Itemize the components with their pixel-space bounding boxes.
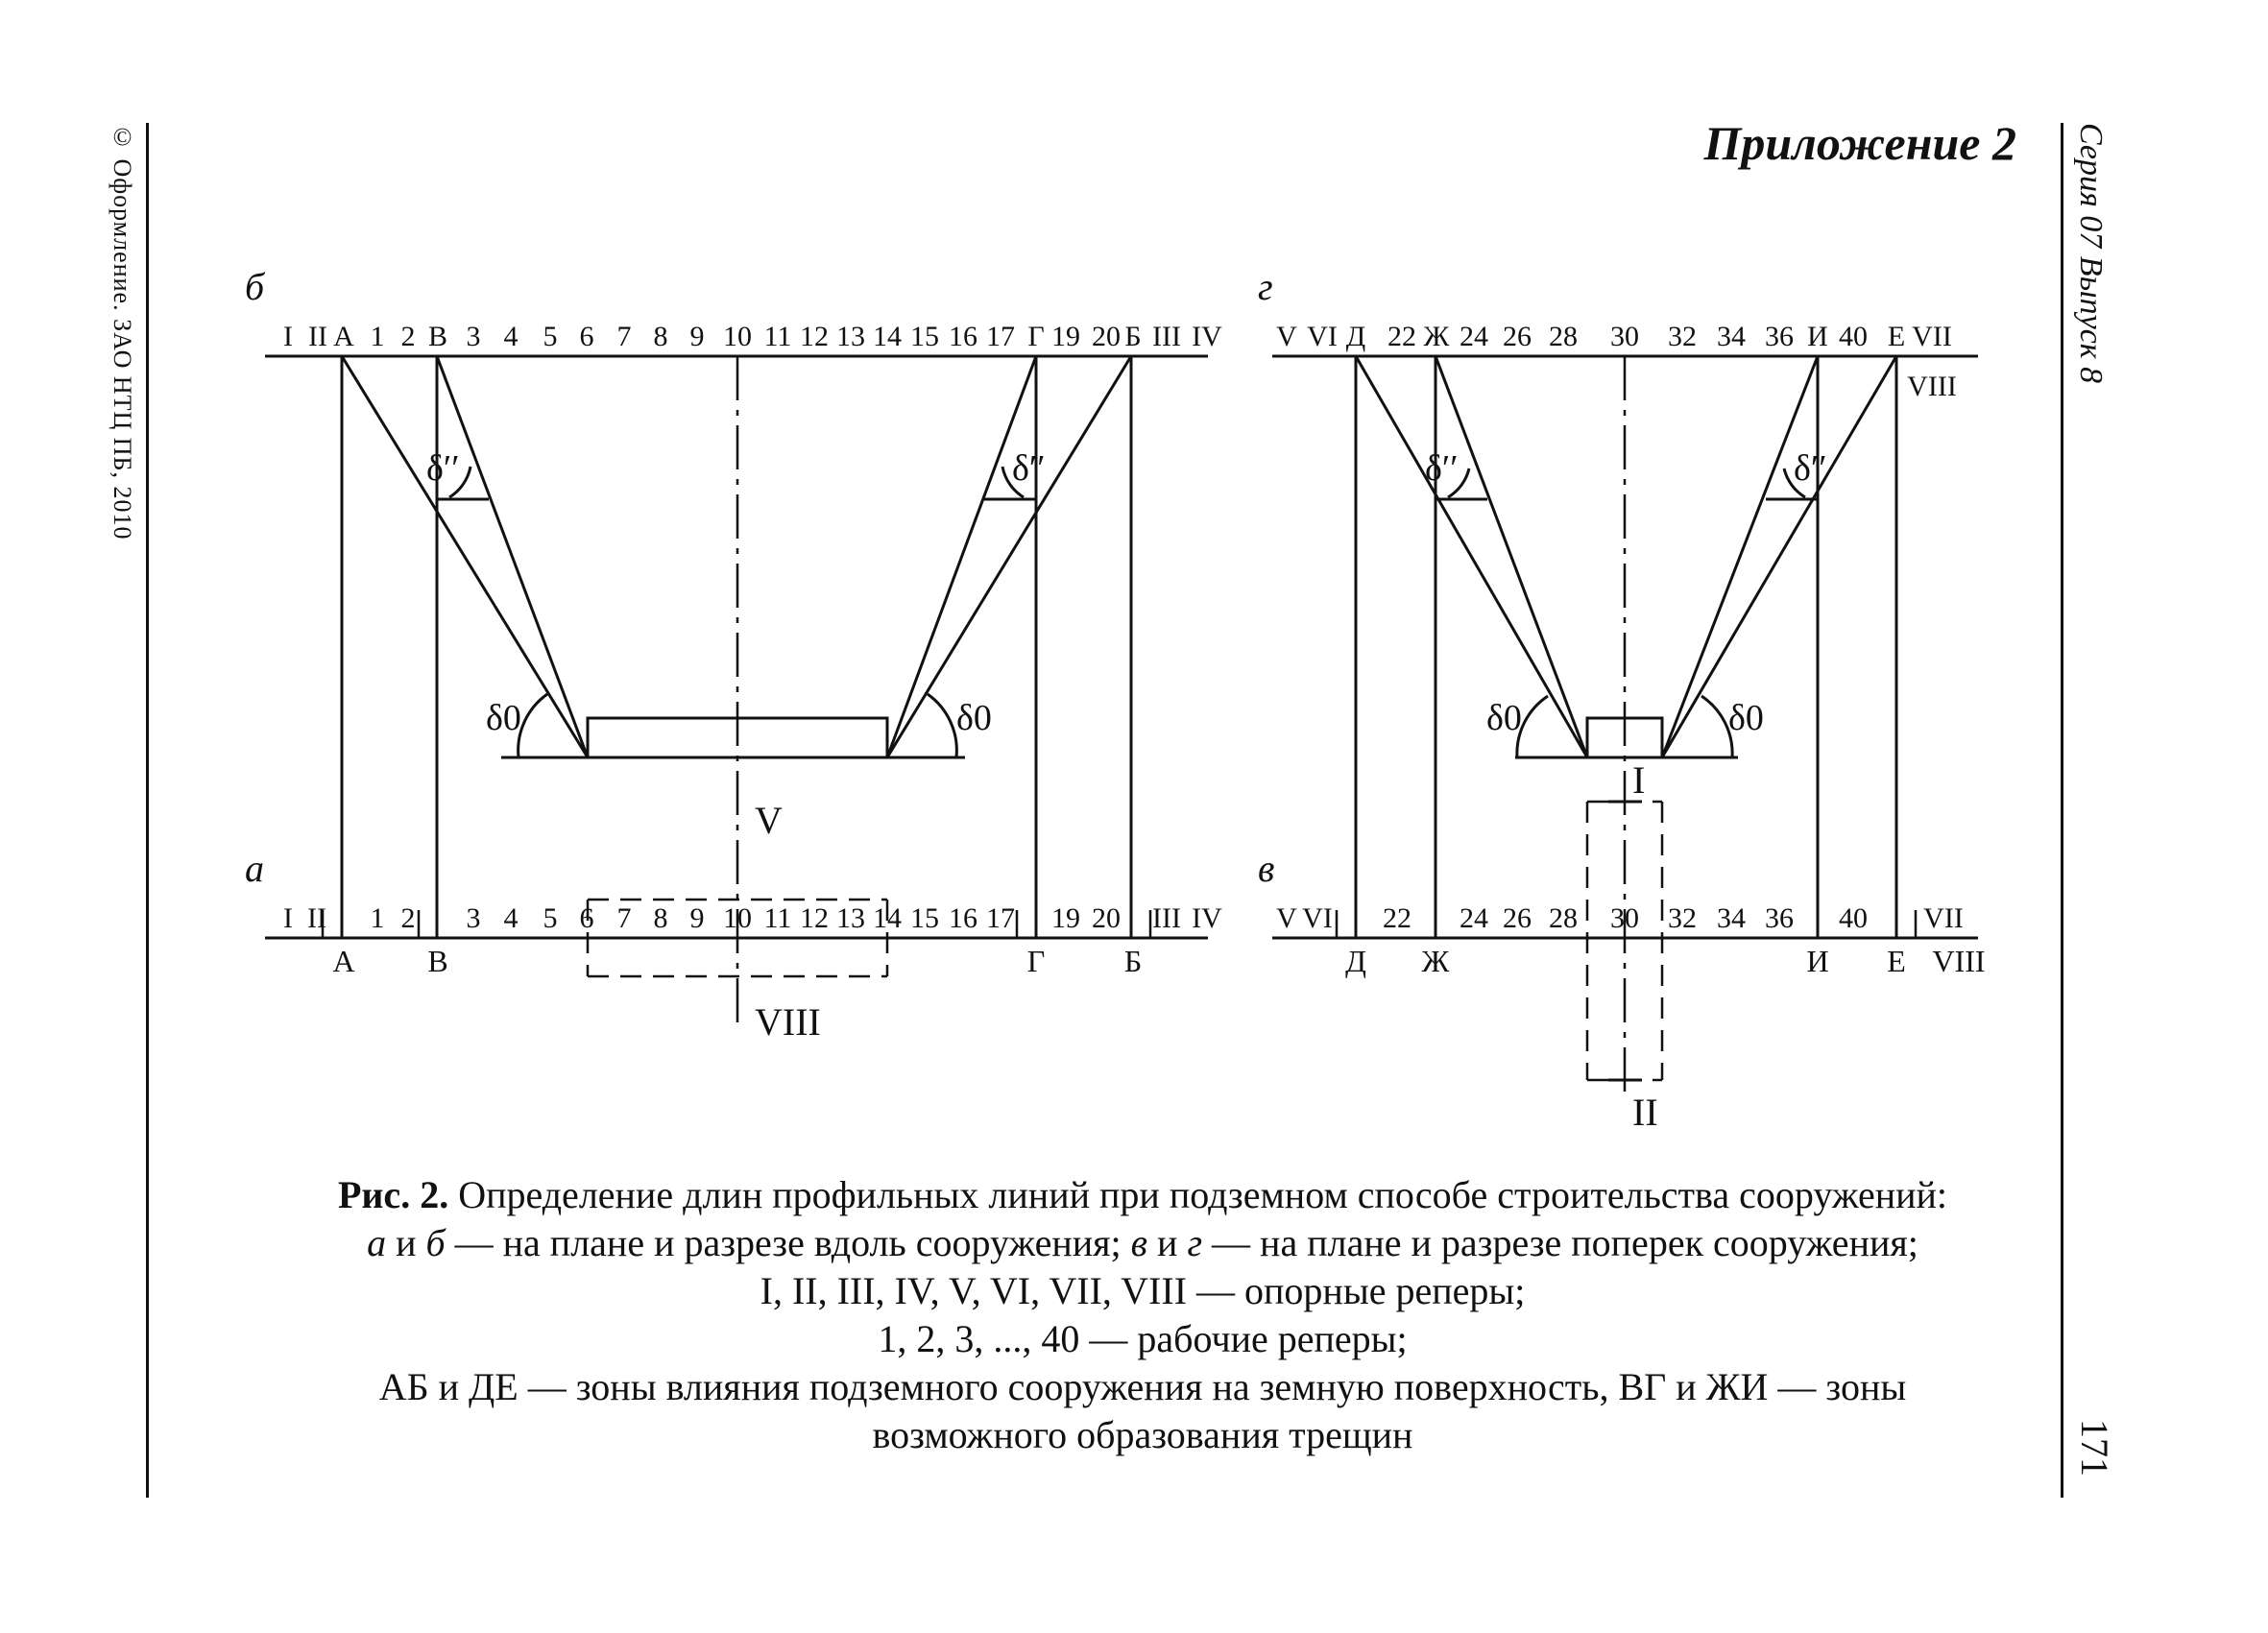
tick: 7 [616, 902, 632, 934]
panel-g-extra-ref: VIII [1907, 371, 1957, 402]
panel-a-label-b: Б [1123, 944, 1143, 978]
tick: 15 [910, 321, 939, 352]
caption-letter-b: б [425, 1221, 446, 1264]
tick: 26 [1503, 902, 1532, 934]
page-number: 171 [2073, 1419, 2116, 1477]
tick: 2 [400, 902, 416, 934]
panel-a-label-v: В [427, 944, 448, 978]
tick: II [307, 902, 326, 934]
caption-letter-a: а [367, 1221, 387, 1264]
caption-line-1 [192, 1171, 2093, 1219]
panel-g-angle-base-right: δ0 [1728, 698, 1764, 738]
panel-a-ref-top: V [755, 799, 783, 842]
copyright-notice: © Оформление. ЗАО НТЦ ПБ, 2010 [109, 123, 136, 540]
tick: 20 [1092, 321, 1121, 352]
tick: 1 [370, 902, 385, 934]
tick: II [308, 321, 327, 352]
tick: III [1152, 902, 1181, 934]
tick: VII [1912, 321, 1952, 352]
tick: 15 [910, 902, 939, 934]
tick: 32 [1668, 902, 1697, 934]
tick: 34 [1717, 902, 1746, 934]
panel-g-angle-top-right: δ′′ [1794, 448, 1827, 489]
tick: 36 [1765, 902, 1794, 934]
tick: 2 [400, 321, 416, 352]
panel-v-letter: в [1258, 847, 1275, 890]
tick: VI [1307, 321, 1338, 352]
tick: 24 [1460, 902, 1488, 934]
tick: 3 [466, 321, 481, 352]
tick: 28 [1549, 321, 1578, 352]
figure-caption [192, 1171, 2093, 1459]
tick: 9 [689, 321, 705, 352]
tick: 11 [763, 902, 792, 934]
panel-b-angle-top-left: δ′′ [426, 448, 460, 489]
caption-line-4: 1, 2, 3, ..., 40 — рабочие реперы; [878, 1317, 1408, 1360]
tick: 11 [763, 321, 792, 352]
tick: IV [1192, 321, 1222, 352]
panel-b-ray-right-1 [887, 356, 1131, 757]
tick: 8 [653, 321, 668, 352]
panel-v-ref-bottom: II [1632, 1091, 1658, 1134]
panel-b-angle-base-right: δ0 [956, 698, 992, 738]
tick: V [1276, 321, 1297, 352]
tick: 19 [1051, 902, 1080, 934]
tick: 26 [1503, 321, 1532, 352]
tick: Б [1124, 321, 1142, 352]
panel-b-angle-top-right: δ′′ [1012, 448, 1046, 489]
panel-b-arc-base-right [928, 694, 956, 757]
panel-a-letter: а [245, 847, 264, 890]
tick: 3 [466, 902, 481, 934]
tick: 4 [503, 902, 519, 934]
tick: Д [1345, 321, 1366, 352]
appendix-title: Приложение 2 [1703, 116, 2016, 170]
panel-v-label-d: Д [1345, 944, 1366, 978]
panel-b-ray-left-1 [342, 356, 588, 757]
tick: Ж [1423, 321, 1450, 352]
tick: 19 [1051, 321, 1080, 352]
caption-and: и [386, 1221, 426, 1264]
tick: V [1276, 902, 1297, 934]
tick: 12 [800, 321, 829, 352]
caption-text: — на плане и разрезе поперек сооружения; [1202, 1221, 1918, 1264]
tick: Е [1887, 321, 1906, 352]
panel-g-angle-top-left: δ′′ [1425, 448, 1459, 489]
tick: 20 [1092, 902, 1121, 934]
caption-line-2 [192, 1219, 2093, 1267]
tick: 9 [689, 902, 705, 934]
tick: 34 [1717, 321, 1746, 352]
tick: Г [1027, 321, 1045, 352]
tick: 24 [1460, 321, 1488, 352]
panel-g-ray-right-1 [1662, 356, 1896, 757]
tick: 7 [616, 321, 632, 352]
tick: III [1152, 321, 1181, 352]
caption-title: Определение длин профильных линий при подземном способе строительства сооружений: [458, 1173, 1948, 1216]
caption-letter-g: г [1187, 1221, 1203, 1264]
panel-a-label-g: Г [1026, 944, 1046, 978]
tick: 13 [836, 321, 865, 352]
panel-v-label-e: Е [1887, 944, 1906, 978]
panel-b-angle-base-left: δ0 [486, 698, 521, 738]
caption-line-6: возможного образования трещин [872, 1413, 1413, 1456]
tick: I [283, 902, 293, 934]
tick: 16 [949, 321, 977, 352]
panel-a-label-a: А [332, 944, 355, 978]
tick: 16 [949, 902, 977, 934]
tick: 13 [836, 902, 865, 934]
panel-v-label-zh: Ж [1421, 944, 1450, 978]
tick: А [333, 321, 354, 352]
panel-g-angle-base-left: δ0 [1486, 698, 1522, 738]
caption-text: — на плане и разрезе вдоль сооружения; [445, 1221, 1131, 1264]
tick: IV [1192, 902, 1222, 934]
tick: 6 [579, 321, 594, 352]
tick: 22 [1387, 321, 1416, 352]
caption-line-3: I, II, III, IV, V, VI, VII, VIII — опорные реперы; [760, 1269, 1526, 1312]
panel-v-ref-top: I [1632, 758, 1646, 802]
tick: 6 [579, 902, 594, 934]
tick: 5 [543, 321, 558, 352]
caption-label: Рис. 2. [337, 1173, 449, 1216]
tick: 1 [370, 321, 385, 352]
tick: VI [1302, 902, 1333, 934]
tick: 5 [543, 902, 558, 934]
tick: 17 [986, 902, 1015, 934]
tick: 10 [723, 902, 752, 934]
tick: VII [1923, 902, 1964, 934]
tick: В [427, 321, 448, 352]
tick: 36 [1765, 321, 1794, 352]
tick: 14 [873, 902, 902, 934]
tick: 40 [1839, 902, 1868, 934]
tick: 14 [873, 321, 902, 352]
panel-g-ray-left-1 [1356, 356, 1587, 757]
tick: 22 [1383, 902, 1411, 934]
panel-b-letter: б [245, 265, 265, 308]
panel-b-arc-base-left [519, 694, 547, 757]
tick: 30 [1610, 902, 1639, 934]
tick: 40 [1839, 321, 1868, 352]
tick: 32 [1668, 321, 1697, 352]
caption-letter-v: в [1130, 1221, 1148, 1264]
panel-v-label-i: И [1806, 944, 1829, 978]
series-label: Серия 07 Выпуск 8 [2073, 123, 2109, 384]
tick: 12 [800, 902, 829, 934]
tick: 8 [653, 902, 668, 934]
caption-line-5: АБ и ДЕ — зоны влияния подземного сооружения на земную поверхность, ВГ и ЖИ — зоны [378, 1365, 1907, 1408]
tick: 30 [1610, 321, 1639, 352]
tick: I [283, 321, 293, 352]
caption-and: и [1147, 1221, 1188, 1264]
panel-g-letter: г [1258, 265, 1273, 308]
tick: И [1807, 321, 1828, 352]
tick: 10 [723, 321, 752, 352]
tick: 28 [1549, 902, 1578, 934]
panel-a-ref-bottom: VIII [755, 1000, 821, 1044]
tick: 4 [503, 321, 519, 352]
panel-v-label-viii: VIII [1932, 944, 1986, 978]
tick: 17 [986, 321, 1015, 352]
